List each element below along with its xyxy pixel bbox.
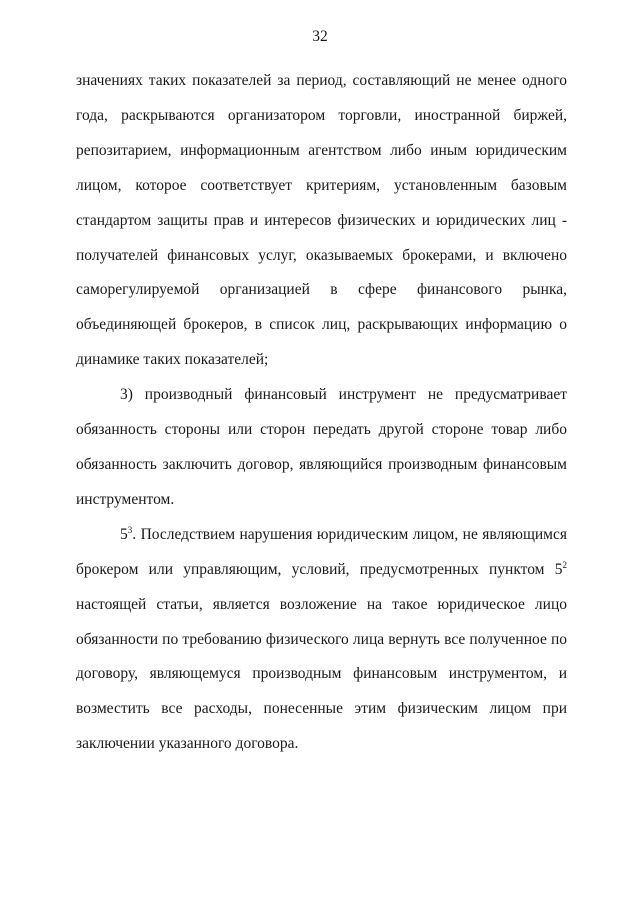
paragraph-continuation: значениях таких показателей за период, составляющий не менее одного года, раскрываются организатором торговли, иностранной биржей, репозитарием, информационным агентством либо иным юридическим лицом, которое соответствует критериям, установленным базовым стандартом защиты прав и интересов физических и юридических лиц - получателей финансовых услуг, оказываемых брокерами, и включено саморегулируемой организацией в сфере финансового рынка, объединяющей брокеров, в список лиц, раскрывающих информацию о динамике таких показателей; bbox=[76, 72, 567, 369]
document-body bbox=[76, 64, 567, 762]
reference-superscript: 2 bbox=[562, 559, 567, 570]
clause-number-superscript: 3 bbox=[127, 524, 133, 535]
paragraph-clause-5-3 bbox=[76, 518, 567, 762]
paragraph-item-3: 3) производный финансовый инструмент не предусматривает обязанность стороны или сторон передать другой стороне товар либо обязанность заключить договор, являющийся производным финансовым инструментом. bbox=[76, 386, 567, 508]
clause-text-part-2: настоящей статьи, является возложение на такое юридическое лицо обязанности по требованию физического лица вернуть все полученное по договору, являющемуся производным финансовым инструментом, и возместить все расходы, понесенные этим физическим лицом при заключении указанного договора. bbox=[76, 595, 567, 753]
clause-number: 5 bbox=[120, 525, 128, 543]
clause-text-part-1: . Последствием нарушения юридическим лицом, не являющимся брокером или управляющим, условий, предусмотренных пунктом 5 bbox=[76, 525, 567, 578]
page-number: 32 bbox=[312, 28, 328, 45]
